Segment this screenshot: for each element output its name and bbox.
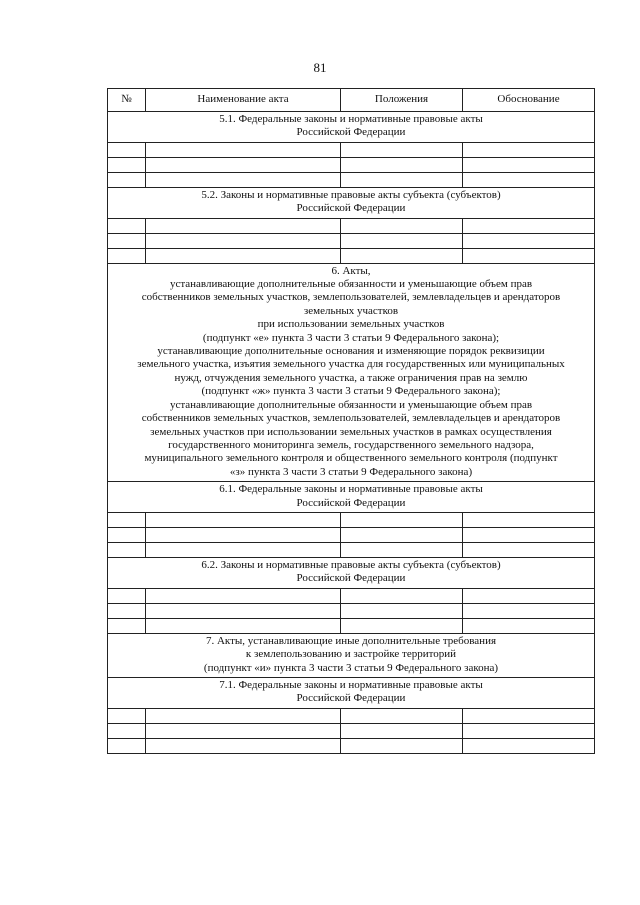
provisions-cell bbox=[341, 172, 463, 187]
act-name-cell bbox=[146, 142, 341, 157]
number-cell bbox=[108, 248, 146, 263]
header-justification: Обоснование bbox=[463, 89, 595, 112]
provisions-cell bbox=[341, 618, 463, 633]
number-cell bbox=[108, 618, 146, 633]
section-heading-line: 5.2. Законы и нормативные правовые акты субъекта (субъектов) bbox=[201, 188, 501, 201]
section-heading-line: (подпункт «ж» пункта 3 части 3 статьи 9 Федерального закона); bbox=[201, 385, 501, 398]
section-heading-line: к землепользованию и застройке территорий bbox=[245, 648, 457, 661]
provisions-cell bbox=[341, 218, 463, 233]
section-heading bbox=[108, 263, 595, 482]
justification-cell bbox=[463, 172, 595, 187]
section-heading-line: (подпункт «и» пункта 3 части 3 статьи 9 Федерального закона) bbox=[203, 661, 499, 674]
justification-cell bbox=[463, 588, 595, 603]
table-row bbox=[108, 588, 595, 603]
provisions-cell bbox=[341, 542, 463, 557]
table-row bbox=[108, 542, 595, 557]
section-heading bbox=[108, 187, 595, 218]
number-cell bbox=[108, 708, 146, 723]
section-heading-line: 7.1. Федеральные законы и нормативные правовые акты bbox=[219, 678, 483, 691]
act-name-cell bbox=[146, 618, 341, 633]
justification-cell bbox=[463, 512, 595, 527]
section-heading-line: 7. Акты, устанавливающие иные дополнительные требования bbox=[205, 634, 497, 647]
provisions-cell bbox=[341, 723, 463, 738]
provisions-cell bbox=[341, 527, 463, 542]
section-heading-line: устанавливающие дополнительные обязанности и уменьшающие объем прав bbox=[169, 278, 533, 291]
act-name-cell bbox=[146, 512, 341, 527]
justification-cell bbox=[463, 723, 595, 738]
table-header-row bbox=[108, 89, 595, 112]
section-heading-line: устанавливающие дополнительные обязанности и уменьшающие объем прав bbox=[169, 398, 533, 411]
number-cell bbox=[108, 512, 146, 527]
act-name-cell bbox=[146, 527, 341, 542]
act-name-cell bbox=[146, 588, 341, 603]
section-heading bbox=[108, 633, 595, 677]
table-row bbox=[108, 142, 595, 157]
provisions-cell bbox=[341, 603, 463, 618]
section-heading-line: 6.1. Федеральные законы и нормативные правовые акты bbox=[219, 483, 483, 496]
act-name-cell bbox=[146, 708, 341, 723]
section-heading-row bbox=[108, 187, 595, 218]
provisions-cell bbox=[341, 588, 463, 603]
table-row bbox=[108, 738, 595, 753]
number-cell bbox=[108, 218, 146, 233]
section-heading bbox=[108, 112, 595, 143]
section-heading-line: государственного мониторинга земель, государственного земельного надзора, bbox=[168, 438, 534, 451]
justification-cell bbox=[463, 708, 595, 723]
number-cell bbox=[108, 527, 146, 542]
table-row bbox=[108, 233, 595, 248]
table-body bbox=[108, 112, 595, 754]
number-cell bbox=[108, 233, 146, 248]
provisions-cell bbox=[341, 512, 463, 527]
table-row bbox=[108, 527, 595, 542]
header-act-name: Наименование акта bbox=[146, 89, 341, 112]
section-heading-line: устанавливающие дополнительные основания и изменяющие порядок реквизиции bbox=[157, 345, 545, 358]
section-heading-line: собственников земельных участков, землепользователей, землевладельцев и арендаторов bbox=[141, 412, 561, 425]
section-heading-line: собственников земельных участков, землепользователей, землевладельцев и арендаторов bbox=[141, 291, 561, 304]
section-heading-line: 6.2. Законы и нормативные правовые акты субъекта (субъектов) bbox=[201, 558, 501, 571]
acts-table bbox=[107, 88, 595, 754]
section-heading-row bbox=[108, 112, 595, 143]
section-heading-line: земельных участков при использовании земельных участков в рамках осуществления bbox=[150, 425, 552, 438]
justification-cell bbox=[463, 233, 595, 248]
act-name-cell bbox=[146, 218, 341, 233]
table-row bbox=[108, 157, 595, 172]
justification-cell bbox=[463, 218, 595, 233]
justification-cell bbox=[463, 248, 595, 263]
table-row bbox=[108, 708, 595, 723]
act-name-cell bbox=[146, 738, 341, 753]
number-cell bbox=[108, 738, 146, 753]
section-heading-line: 5.1. Федеральные законы и нормативные правовые акты bbox=[219, 113, 483, 125]
section-heading-row bbox=[108, 633, 595, 677]
number-cell bbox=[108, 157, 146, 172]
number-cell bbox=[108, 723, 146, 738]
act-name-cell bbox=[146, 723, 341, 738]
section-heading-row bbox=[108, 263, 595, 482]
header-number: № bbox=[108, 89, 146, 112]
table-row bbox=[108, 603, 595, 618]
provisions-cell bbox=[341, 233, 463, 248]
table-row bbox=[108, 512, 595, 527]
justification-cell bbox=[463, 738, 595, 753]
provisions-cell bbox=[341, 738, 463, 753]
section-heading-line: земельных участков bbox=[303, 304, 399, 317]
number-cell bbox=[108, 603, 146, 618]
section-heading bbox=[108, 677, 595, 708]
number-cell bbox=[108, 142, 146, 157]
table-row bbox=[108, 618, 595, 633]
section-heading-line: (подпункт «е» пункта 3 части 3 статьи 9 Федерального закона); bbox=[202, 331, 500, 344]
justification-cell bbox=[463, 542, 595, 557]
provisions-cell bbox=[341, 248, 463, 263]
section-heading-line: Российской Федерации bbox=[296, 692, 406, 705]
act-name-cell bbox=[146, 603, 341, 618]
act-name-cell bbox=[146, 233, 341, 248]
section-heading-line: Российской Федерации bbox=[296, 126, 406, 139]
section-heading-row bbox=[108, 557, 595, 588]
header-provisions: Положения bbox=[341, 89, 463, 112]
table-row bbox=[108, 172, 595, 187]
table-row bbox=[108, 218, 595, 233]
section-heading-row bbox=[108, 677, 595, 708]
section-heading-row bbox=[108, 482, 595, 513]
act-name-cell bbox=[146, 157, 341, 172]
section-heading-line: Российской Федерации bbox=[296, 572, 406, 585]
section-heading-line: земельного участка, изъятия земельного участка для государственных или муниципальных bbox=[137, 358, 565, 371]
section-heading bbox=[108, 557, 595, 588]
act-name-cell bbox=[146, 542, 341, 557]
act-name-cell bbox=[146, 248, 341, 263]
section-heading bbox=[108, 482, 595, 513]
justification-cell bbox=[463, 603, 595, 618]
section-heading-line: при использовании земельных участков bbox=[257, 318, 445, 331]
table-row bbox=[108, 723, 595, 738]
provisions-cell bbox=[341, 157, 463, 172]
section-heading-line: 6. Акты, bbox=[331, 264, 371, 277]
section-heading-line: Российской Федерации bbox=[296, 496, 406, 509]
number-cell bbox=[108, 172, 146, 187]
justification-cell bbox=[463, 142, 595, 157]
table-row bbox=[108, 248, 595, 263]
section-heading-line: муниципального земельного контроля и общественного земельного контроля (подпункт bbox=[144, 452, 558, 465]
section-heading-line: «з» пункта 3 части 3 статьи 9 Федерального закона) bbox=[229, 465, 473, 478]
provisions-cell bbox=[341, 708, 463, 723]
number-cell bbox=[108, 542, 146, 557]
justification-cell bbox=[463, 527, 595, 542]
section-heading-line: Российской Федерации bbox=[296, 202, 406, 215]
provisions-cell bbox=[341, 142, 463, 157]
justification-cell bbox=[463, 157, 595, 172]
page-number: 81 bbox=[313, 60, 327, 75]
section-heading-line: нужд, отчуждения земельного участка, а также ограничения прав на землю bbox=[174, 371, 528, 384]
justification-cell bbox=[463, 618, 595, 633]
act-name-cell bbox=[146, 172, 341, 187]
number-cell bbox=[108, 588, 146, 603]
